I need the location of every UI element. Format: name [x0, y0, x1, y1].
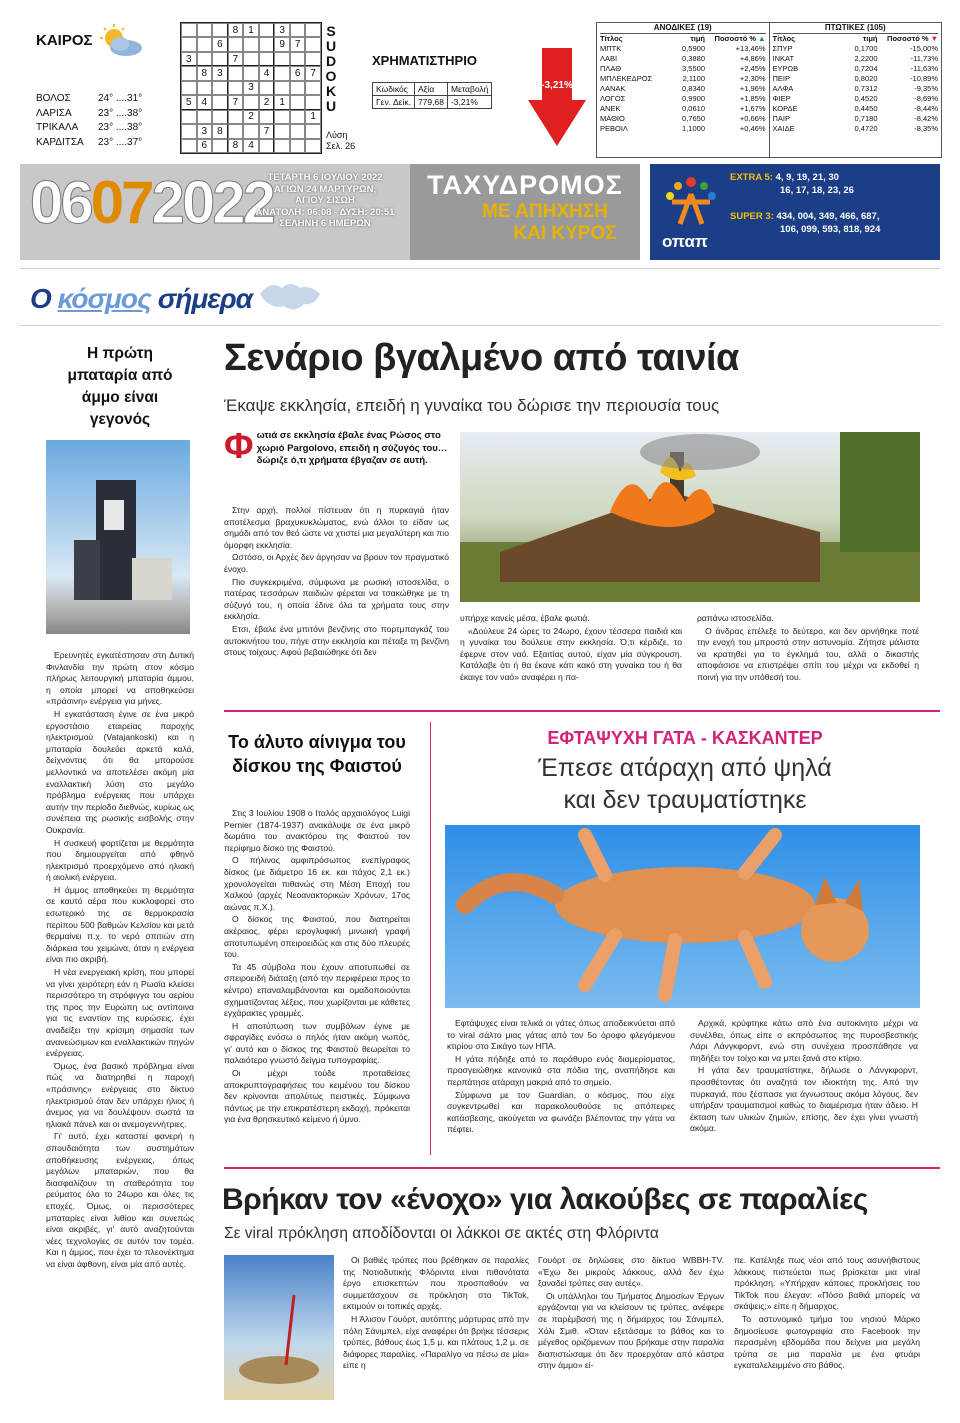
sudoku-word: S U D O K U	[325, 23, 337, 114]
stock-row: ΦΙΕΡ 0,4520 -8,69%	[772, 94, 938, 103]
paragraph: Ο πήλινος αμφιπρόσωπος ενεπίγραφος δίσκος (με διάμετρο 16 εκ. και πάχος 2,1 εκ.) χρονολογείται πιθανώς στη Μέση Εποχή του Χαλκού (αρχές Νεοανακτορικών Χρόνων, 17ος αιώνας π.Χ.).	[224, 855, 410, 912]
sudoku-cell	[290, 139, 306, 153]
beach-column-3	[734, 1255, 920, 1373]
paragraph: Η συσκευή φορτίζεται με θερμότητα που δημιουργείται από φθηνό ηλεκτρισμό προερχόμενο από ηλιακή ή αιολική ενέργεια.	[46, 837, 194, 883]
stock-exchange-title: ΧΡΗΜΑΤΙΣΤΗΡΙΟ	[372, 53, 477, 68]
sudoku-cell: 8	[197, 66, 213, 80]
sudoku-cell	[259, 23, 275, 37]
stock-row: ΠΕΙΡ 0,8020 -10,89%	[772, 74, 938, 83]
sudoku-cell	[228, 81, 244, 95]
stock-row: ΣΠΥΡ 0,1700 -15,00%	[772, 44, 938, 53]
church-fire-photo	[460, 432, 920, 602]
sudoku-cell: 6	[212, 37, 228, 51]
sand-battery-photo	[46, 440, 190, 634]
down-triangle-icon: ▼	[930, 34, 938, 43]
sudoku-cell	[228, 37, 244, 51]
story-column-2	[460, 613, 682, 685]
stock-row: ΑΛΦΑ 0,7312 -9,35%	[772, 84, 938, 93]
sudoku-cell	[274, 124, 290, 138]
sudoku-cell	[305, 37, 321, 51]
cat-column-2	[690, 1018, 918, 1136]
sudoku-cell: 9	[274, 37, 290, 51]
paragraph: Το αστυνομικό τμήμα του νησιού Μάρκο δημοσίευσε φωτογραφία στο Facebook την περασμένη εβδομάδα που δείχνει μια μεγάλη τρύπα σε μια παραλία με ένα φτυάρι εγκαταλελειμμένο στο βάθος.	[734, 1313, 920, 1371]
sudoku-cell	[290, 23, 306, 37]
sudoku-cell: 6	[290, 66, 306, 80]
sudoku-cell	[274, 66, 290, 80]
paragraph: υπήρχε κανείς μέσα, έβαλε φωτιά.	[460, 613, 590, 623]
stock-row: ΛΟΓΟΣ 0,9900 +1,85%	[600, 94, 766, 103]
sudoku-cell: 7	[259, 124, 275, 138]
paragraph: Ωστόσο, οι Αρχές δεν άργησαν να βρουν τον πραγματικό ένοχο.	[224, 552, 449, 574]
sudoku-cell	[181, 37, 197, 51]
sudoku-cell	[290, 124, 306, 138]
sudoku-cell	[212, 110, 228, 124]
stock-row: ΠΛΑΘ 3,5500 +2,45%	[600, 64, 766, 73]
paragraph: Η αποτύπωση των συμβόλων έγινε με σφραγίδες ενόσω ο πηλός ήταν ακόμη νωπός, γι' αυτό και ο δίσκος της Φαιστού θεωρείται το παλαιότερο γνωστό δείγμα τυπογραφίας.	[224, 1020, 410, 1066]
paragraph: «Δούλευε 24 ώρες το 24ωρο, έχουν τέσσερα παιδιά και η γυναίκα του δούλευε στην εκκλησία. Ό,τι κέρδιζε, το έφερνε στον ναό. Εξαιτίας αυτού, είχαν μία σύγκρουση. Κατάλαβε ότι ή θα έκανε κάτι κακό στη γυναίκα του ή θα έκαιγε τον ναό» αναφέρει η πα-	[460, 625, 682, 682]
paragraph: Εφτάψυχες είναι τελικά οι γάτες όπως αποδεικνύεται από το viral σάλτο μιας γάτας από τον 5ο όροφο φλεγόμενου κτιρίου στο Σικάγο των ΗΠΑ.	[447, 1018, 675, 1052]
stock-row: ΜΠΤΚ 0,5900 +13,46%	[600, 44, 766, 53]
sudoku-cell	[197, 110, 213, 124]
sudoku-cell	[228, 66, 244, 80]
sudoku-cell	[212, 23, 228, 37]
down-arrow-icon	[528, 48, 586, 148]
paragraph: Η γάτα δεν τραυματίστηκε, δήλωσε ο Λάνγκφορντ, προσθέτοντας ότι αναζητά τον ιδιοκτήτη της. Από την πυρκαγιά, που ξέσπασε για άγνωστους ακόμα λόγους, δεν υπήρξαν τραυματισμοί καθώς το διαμέρισμα ήταν άδειο. Η έκταση των υλικών ζημιών, επίσης, δεν έχει γίνει γνωστή ακόμα.	[690, 1065, 918, 1134]
paragraph: Οι μέχρι τούδε προταθείσες αποκρυπτογραφήσεις του κειμένου του δίσκου δεν κρίνονται απολύτως πειστικές. Σύμφωνα πάντως με την επικρατέστερη εκδοχή, πρόκειται για ένα θρησκευτικό κείμενο ή ύμνο.	[224, 1068, 410, 1125]
sudoku-cell: 7	[228, 52, 244, 66]
sudoku-cell	[212, 52, 228, 66]
paragraph: Η νέα ενεργειακή κρίση, που μπορεί να γίνει χειρότερη εάν η Ρωσία κλείσει περισσότερο τη στρόφιγγα του αερίου της προς την Ευρώπη ως αντίποινα για τις εναντίον της κυρώσεις, έχει αναδείξει την κρίσιμη σημασία των ανανεώσιμων και εναλλακτικών πηγών ενέργειας.	[46, 967, 194, 1059]
sudoku-cell: 2	[243, 110, 259, 124]
stock-row: ΑΝΕΚ 0,0610 +1,67%	[600, 104, 766, 113]
paragraph: Οι υπάλληλοι του Τμήματος Δημοσίων Έργων εργάζονται για να κλείσουν τις τρύπες, ανέφερε σε παρέμβασή της η δήμαρχος του Σάνιμπελ, Χόλι Σμιθ. «Όταν εξετάσαμε το βάθος και το μέγεθος οριζόμενων που βρήκαμε στην παραλία διαπιστώσαμε ότι δεν προερχόταν από κάστρα στην άμμο» εί-	[538, 1290, 724, 1371]
sudoku-cell	[274, 139, 290, 153]
sudoku-cell: 8	[228, 23, 244, 37]
masthead: ΤΑΧΥΔΡΟΜΟΣ ΜΕ ΑΠΗΧΗΣΗ ΚΑΙ ΚΥΡΟΣ	[410, 164, 640, 260]
sudoku-cell	[274, 81, 290, 95]
sudoku-cell	[212, 139, 228, 153]
sudoku-cell: 3	[212, 66, 228, 80]
sudoku-cell	[290, 95, 306, 109]
section-rule	[20, 268, 940, 269]
sudoku-cell	[181, 81, 197, 95]
paper-name: ΤΑΧΥΔΡΟΜΟΣ	[427, 170, 623, 200]
sudoku-cell	[181, 110, 197, 124]
sudoku-cell	[259, 110, 275, 124]
church-fire-illustration	[460, 432, 920, 602]
world-map-icon	[255, 276, 325, 316]
silo-illustration	[46, 440, 190, 634]
sudoku-cell: 3	[197, 124, 213, 138]
sudoku-cell	[243, 124, 259, 138]
phaistos-body	[224, 808, 410, 1127]
sudoku-cell: 2	[259, 95, 275, 109]
falling-cat-photo	[445, 825, 920, 1008]
beach-holes-title: Βρήκαν τον «ένοχο» για λακούβες σε παραλίες	[222, 1183, 868, 1216]
stock-row: ΜΑΘΙΟ 0,7650 +0,66%	[600, 114, 766, 123]
paragraph: Ετσι, έβαλε ένα μπιτόνι βενζίνης στο πορτμπαγκάζ του αυτοκινήτου του, πήγε στην εκκλησία και πέταξε τη βενζίνη στους τοίχους. Αφού βεβαιώθηκε ότι δεν	[224, 623, 449, 658]
paragraph: Πιο συγκεκριμένα, σύμφωνα με ρωσική ιστοσελίδα, ο πατέρας τεσσάρων παιδιών φέρεται να τσακώθηκε με τη σύζυγό του, η οποία έδινε όλα τα χρήματα τους στην εκκλησία.	[224, 576, 449, 622]
paragraph: Ο δίσκος της Φαιστού, που διατηρείται ακέραιος, φέρει ιερογλυφική μινωική γραφή αποτυπωμένη σπειροειδώς και στις δύο πλευρές του.	[224, 914, 410, 960]
sudoku-cell: 8	[212, 124, 228, 138]
sudoku-grid	[180, 22, 322, 154]
paragraph: Η άμμος αποθηκεύει τη θερμότητα σε καυτό αέρα που κυκλοφορεί στο εσωτερικό της σε θερμοκρασία περίπου 500 βαθμών Κελσίου και μετά θερμαίνει π.χ. το νερό σπιτιών στη διάρκεια του χειμώνα, όταν η ενέργεια είναι πιο ακριβή.	[46, 884, 194, 965]
paragraph: Οι βαθιές τρύπες που βρέθηκαν σε παραλίες της Νοτιοδυτικής Φλόριντα είναι πιθανότατα έργο επισκεπτών που προσπαθούν να συμμετάσχουν σε πρόκληση στο TikTok, εκτιμούν οι τοπικές αρχές.	[343, 1255, 529, 1312]
story-subtitle: Έκαψε εκκλησία, επειδή η γυναίκα του δώρισε την περιουσία τους	[224, 396, 720, 415]
stock-row: ΠΑΙΡ 0,7180 -8,42%	[772, 114, 938, 123]
paragraph: Τα 45 σύμβολα που έχουν αποτυπωθεί σε σπειροειδή διάταξη (από την περιφέρεια προς το κέντρο) επαναλαμβάνονται και ομαδοποιούνται σχηματίζοντας λέξεις, που χωρίζονται με κάθετες εγχάρακτες γραμμές.	[224, 961, 410, 1019]
weather-row: ΛΑΡΙΣΑ 23° ....38°	[36, 107, 143, 119]
beach-illustration	[224, 1255, 334, 1400]
stock-row: ΛΑΝΑΚ 0,8340 +1,96%	[600, 84, 766, 93]
sudoku-cell	[259, 52, 275, 66]
sun-cloud-icon	[98, 24, 144, 58]
sand-battery-title: Η πρώτη μπαταρία από άμμο είναι γεγονός	[67, 345, 173, 428]
sudoku-cell	[259, 139, 275, 153]
sudoku-cell	[228, 124, 244, 138]
sudoku-cell: 7	[305, 66, 321, 80]
story-column-1	[224, 505, 449, 660]
stock-row: ΕΥΡΩΒ 0,7204 -11,63%	[772, 64, 938, 73]
stock-row: ΡΕΒΟΙΛ 1,1000 +0,46%	[600, 124, 766, 133]
sudoku-cell: 5	[181, 95, 197, 109]
sudoku-cell: 1	[305, 110, 321, 124]
cat-column-1	[447, 1018, 675, 1137]
divider-vertical	[430, 722, 431, 1155]
story-title: Σενάριο βγαλμένο από ταινία	[224, 337, 739, 379]
sudoku-cell: 7	[228, 95, 244, 109]
phaistos-title: Το άλυτο αίνιγμα του δίσκου της Φαιστού	[228, 732, 406, 776]
sudoku-cell	[181, 139, 197, 153]
divider	[224, 1167, 940, 1169]
sudoku-cell	[305, 81, 321, 95]
date-big: 06072022	[30, 169, 273, 236]
sudoku-cell	[290, 52, 306, 66]
paragraph: Αρχικά, κρύφτηκε κάτω από ένα αυτοκίνητο μέχρι να συνέλθει, όπως είπε ο εκπρόσωπος της πυροσβεστικής Λάρι Λάνγκφορντ, ενώ στη συνέχεια προσπάθησε να πηδήξει τον τοίχο και να μπει ξανά στο κτίριο.	[690, 1018, 918, 1063]
section-header: Ο κόσμος σήμερα	[30, 283, 252, 314]
sudoku-cell	[259, 37, 275, 51]
beach-column-1	[343, 1255, 529, 1373]
stock-movers	[596, 22, 942, 158]
sudoku-cell	[181, 23, 197, 37]
sudoku-cell	[243, 95, 259, 109]
sudoku-cell	[305, 124, 321, 138]
paragraph: Όμως, ένα βασικό πρόβλημα είναι πώς να διατηρηθεί η παροχή «πράσινης» ενέργειας στο δίκτυο ηλεκτρισμού όταν δεν υπάρχει ήλιος ή άνεμος για να δουλέψουν σωστά τα ηλιακά πάνελ και οι ανεμογεννήτριες.	[46, 1060, 194, 1129]
paragraph: Ερευνητές εγκατέστησαν στη Δυτική Φινλανδία την πρώτη στον κόσμο πλήρως λειτουργική μπαταρία άμμου, η οποία μπορεί να αποθηκεύσει «πράσινη» ενέργεια για μήνες.	[46, 650, 194, 707]
sudoku-cell: 4	[259, 66, 275, 80]
stock-row: ΧΑΙΔΕ 0,4720 -8,35%	[772, 124, 938, 133]
paragraph: Ο άνδρας επέλεξε το δεύτερο, και δεν αρνήθηκε ποτέ την ενοχή του μπροστά στην αστυνομία. Ζήτησε μάλιστα να κρατηθεί για το έγκλημά του, αλλά ο δικαστής αποφάσισε να επιστρέψει σπίτι του μέχρι να εκδοθεί η ποινή για την υπόθεσή του.	[697, 625, 919, 682]
sudoku-cell: 1	[243, 23, 259, 37]
cat-illustration	[445, 825, 920, 1008]
sudoku-cell: 3	[274, 23, 290, 37]
sudoku-cell	[243, 52, 259, 66]
weather-title: ΚΑΙΡΟΣ	[36, 32, 93, 49]
weather-row: ΚΑΡΔΙΤΣΑ 23° ....37°	[36, 136, 143, 148]
opap-name: οπαπ	[662, 232, 708, 251]
gainers-column: ΑΝΟΔΙΚΕΣ (19) Τίτλος τιμή Ποσοστό % ▲ ΜΠΤΚ 0,5900 +13,46% ΛΑΒΙ 0,3880 +4,86% ΠΛΑΘ 3,5500 +2,45% ΜΠΛΕΚΕΔΡΟΣ 2,1100 +2,30% ΛΑΝΑΚ 0,8340 +1,96% ΛΟΓΟΣ 0,9900 +1,85% ΑΝΕΚ 0,0610 +1,67% ΜΑΘΙΟ 0,7650 +0,66% ΡΕΒΟΙΛ 1,1000 +0,46%	[600, 23, 766, 133]
losers-column: ΠΤΩΤΙΚΕΣ (105) Τίτλος τιμή Ποσοστό % ▼ ΣΠΥΡ 0,1700 -15,00% ΙΝΚΑΤ 2,2200 -11,73% ΕΥΡΩΒ 0,7204 -11,63% ΠΕΙΡ 0,8020 -10,89% ΑΛΦΑ 0,7312 -9,35% ΦΙΕΡ 0,4520 -8,69% ΚΟΡΔΕ 0,4450 -8,44% ΠΑΙΡ 0,7180 -8,42% ΧΑΙΔΕ 0,4720 -8,35%	[769, 23, 942, 157]
sudoku-cell	[197, 23, 213, 37]
index-table: Κωδικός Αξία Μεταβολή Γεν. Δείκ. 779,68 -3,21%	[372, 82, 492, 109]
stock-row: ΛΑΒΙ 0,3880 +4,86%	[600, 54, 766, 63]
sudoku-cell	[181, 124, 197, 138]
sudoku-cell	[181, 66, 197, 80]
beach-column-2	[538, 1255, 724, 1373]
sudoku-cell: 7	[290, 37, 306, 51]
sudoku-cell: 4	[243, 139, 259, 153]
sudoku-cell	[197, 37, 213, 51]
paragraph: Γουόρτ σε δηλώσεις στο δίκτυο WBBH-TV. «Έχω δει μικρούς λάκκους, αλλά δεν έχω ξαναδεί τρύπες σαν αυτές».	[538, 1255, 724, 1289]
sudoku-cell: 1	[274, 95, 290, 109]
sudoku-cell	[290, 110, 306, 124]
sudoku-cell	[290, 81, 306, 95]
sudoku-cell	[228, 110, 244, 124]
sudoku-cell	[305, 23, 321, 37]
date-info: ΤΕΤΑΡΤΗ 6 ΙΟΥΛΙΟΥ 2022 ΑΓΙΩΝ 24 ΜΑΡΤΥΡΩΝ, ΑΓΙΟΥ ΣΙΣΩΗ ΑΝΑΤΟΛΗ: 06:08 - ΔΥΣΗ: 20:51 ΣΕΛΗΝΗ 6 ΗΜΕΡΩΝ	[255, 172, 395, 229]
paragraph: Στην αρχή, πολλοί πίστευαν ότι η πυρκαγιά ήταν αποτέλεσμα βραχυκυκλώματος, ενώ άλλοι το είδαν ως σημάδι από τον θεό ώστε να χτιστεί μια μεγαλύτερη και πιο όμορφη εκκλησία.	[224, 505, 449, 550]
paragraph: Η εγκατάσταση έγινε σε ένα μικρό εργοστάσιο εταιρείας παροχής ηλεκτρισμού (Vatajankoski) και η μπαταρία δουλεύει αρκετά καλά, δείχνοντας ότι θα μπορούσε μελλοντικά να αποτελέσει ακόμη μία εναλλακτική λύση στο μεγάλο πρόβλημα ενέργειας που υπάρχει αυτήν την περίοδο διεθνώς, κυρίως ως συνέπεια της ρωσικής εισβολής στην Ουκρανία.	[46, 708, 194, 835]
sudoku-cell	[259, 81, 275, 95]
beach-holes-subtitle: Σε viral πρόκληση αποδίδονται οι λάκκοι σε ακτές στη Φλόριντα	[224, 1225, 659, 1242]
paragraph: Η Άλισον Γουόρτ, αυτόπτης μάρτυρας από την πόλη Σάνιμπελ, είχε αναφέρει ότι βρήκε τέσσερις τρύπες, βάθους έως 1,5 μ. και πλάτους 1,2 μ. σε διάφορες παραλίες. «Παραλίγο να πέσω σε μία» είπε η	[343, 1313, 529, 1371]
stock-row: ΙΝΚΑΤ 2,2200 -11,73%	[772, 54, 938, 63]
beach-hole-photo	[224, 1255, 334, 1400]
sudoku-cell	[243, 37, 259, 51]
paragraph: ραπάνω ιστοσελίδα.	[697, 613, 774, 623]
weather-row: ΒΟΛΟΣ 24° ....31°	[36, 93, 143, 104]
sudoku-cell	[274, 110, 290, 124]
up-triangle-icon: ▲	[758, 34, 766, 43]
cat-title: Έπεσε ατάραχη από ψηλά και δεν τραυματίστηκε	[538, 754, 832, 814]
section-rule-bottom	[20, 325, 940, 326]
divider	[224, 710, 940, 712]
sudoku-cell: 4	[197, 95, 213, 109]
paragraph: Γι' αυτό, έχει καταστεί φανερή η σπουδαιότητα των συστημάτων αποθήκευσης ενέργειας, όπως μεγάλων μπαταριών, που θα διασφαλίζουν τη σταθερότητα του ρεύματος όλο το 24ωρο και όλες τις εποχές. Όμως, οι περισσότερες μπαταρίες είναι λιθίου και συνεπώς είναι ακριβές, γι' αυτό αναζητούνται νέες τεχνολογίες σε αυτόν τον τομέα. Και η άμμος, που έχει το πλεονέκτημα να είναι άφθονη, είναι μία από αυτές.	[46, 1131, 194, 1269]
sudoku-cell	[197, 52, 213, 66]
story-column-3	[697, 613, 919, 685]
paragraph: Η γάτα πήδηξε από το παράθυρο ενός διαμερίσματος, προσγειώθηκε κανονικά στα πόδια της, αναπήδησε και περπάτησε ατάραχη μακριά από το σημείο.	[447, 1053, 675, 1087]
sudoku-cell	[305, 95, 321, 109]
weather-list	[36, 92, 142, 150]
svg-text:-3,21%: -3,21%	[541, 80, 573, 91]
sudoku-cell	[212, 81, 228, 95]
lottery-results: EXTRA 5: 4, 9, 19, 21, 30 16, 17, 18, 23, 26 SUPER 3: 434, 004, 349, 466, 687, 106, 099, 593, 818, 924	[730, 172, 881, 235]
sudoku-cell: 3	[243, 81, 259, 95]
weather-row: ΤΡΙΚΑΛΑ 23° ....38°	[36, 122, 143, 133]
paragraph: πε. Κατέληξε πως νέοι από τους ασυνήθιστους λάκκους πιστεύεται πως βρίσκεται μια viral πρόκληση. «Υπήρχαν κάποιες προκλήσεις του TikTok που έλεγαν: «Πόσο βαθιά μπορείς να σκάψεις;» είπε η δήμαρχος.	[734, 1255, 920, 1312]
stock-row: ΚΟΡΔΕ 0,4450 -8,44%	[772, 104, 938, 113]
story-lead: Φωτιά σε εκκλησία έβαλε ένας Ρώσος στο χωριό Pargolovo, επειδή η σύζυγός του… δώριζε ό,τι χρήματα έβγαζαν σε αυτή.	[224, 425, 448, 466]
sudoku-solution: Λύση Σελ. 26	[326, 130, 356, 151]
sudoku-cell	[243, 66, 259, 80]
sudoku-cell	[197, 81, 213, 95]
paragraph: Σύμφωνα με τον Guardian, ο κόσμος, που είχε συγκεντρωθεί και παρακολουθούσε τις απόπειρες κατάσβεσης, ακούγεται να φωνάζει βλέποντας την γάτα να πέφτει.	[447, 1089, 675, 1135]
sudoku-cell	[274, 52, 290, 66]
cat-kicker: ΕΦΤΑΨΥΧΗ ΓΑΤΑ - ΚΑΣΚΑΝΤΕΡ	[547, 728, 823, 748]
sudoku-cell: 6	[197, 139, 213, 153]
paragraph: Στις 3 Ιουλίου 1908 ο Ιταλός αρχαιολόγος Luigi Pernier (1874-1937) ανακάλυψε σε ένα μικρό δωμάτιο του ανακτόρου της Φαιστού τον περίφημο δίσκο της Φαιστού.	[224, 808, 410, 853]
stock-row: ΜΠΛΕΚΕΔΡΟΣ 2,1100 +2,30%	[600, 74, 766, 83]
sand-battery-body	[46, 650, 194, 1271]
sudoku-cell: 3	[181, 52, 197, 66]
sudoku-cell	[305, 52, 321, 66]
sudoku-cell	[305, 139, 321, 153]
sudoku-cell: 8	[228, 139, 244, 153]
sudoku-cell	[212, 95, 228, 109]
